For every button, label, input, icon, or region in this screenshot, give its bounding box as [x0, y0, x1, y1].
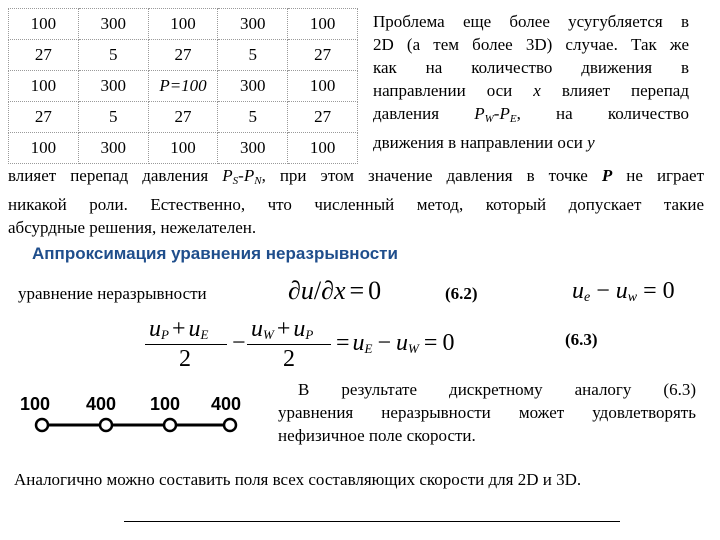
- math-symbol: 0: [662, 278, 675, 304]
- math-symbol: /: [313, 276, 322, 305]
- text-span: не играет: [626, 166, 705, 185]
- math-symbol: u: [251, 316, 263, 342]
- bottom-rule: [124, 521, 620, 522]
- subscript: E: [364, 341, 373, 356]
- text-line: Проблема еще более усугубляется в: [373, 12, 689, 31]
- grid-cell: 5: [78, 40, 148, 71]
- pressure-symbol: P: [243, 166, 255, 185]
- subscript: w: [627, 290, 638, 305]
- grid-cell: 100: [148, 9, 218, 40]
- text-line: абсурдные решения, нежелателен.: [8, 218, 257, 237]
- subscript: E: [509, 113, 517, 125]
- text-line: уравнения неразрывности может удовлетворять: [278, 403, 696, 422]
- intro-paragraph: [373, 10, 689, 154]
- continuity-label: уравнение неразрывности: [18, 284, 207, 303]
- dash: -: [238, 166, 244, 185]
- math-symbol: +: [276, 316, 291, 342]
- text-line: как на количество движения в: [373, 58, 689, 77]
- math-symbol: 0: [442, 330, 455, 356]
- subscript: W: [408, 341, 419, 356]
- math-symbol: =: [643, 278, 657, 304]
- text-span: влияет перепад: [561, 81, 690, 100]
- axis-x: x: [533, 81, 541, 100]
- grid-cell: 300: [78, 71, 148, 102]
- grid-cell: 300: [218, 9, 288, 40]
- grid-cell: 100: [288, 9, 358, 40]
- grid-cell: 5: [218, 40, 288, 71]
- grid-cell: 100: [288, 133, 358, 164]
- chain-node: [100, 419, 112, 431]
- subscript: W: [484, 113, 494, 125]
- grid-cell: 300: [78, 9, 148, 40]
- subscript: P: [305, 327, 314, 342]
- grid-cell: 27: [288, 102, 358, 133]
- math-symbol: u: [149, 316, 161, 342]
- text-line: [373, 79, 689, 102]
- math-symbol: =: [423, 330, 438, 356]
- pressure-symbol: P: [499, 104, 510, 123]
- subscript: P: [161, 327, 169, 342]
- subscript: W: [263, 327, 274, 342]
- grid-cell: 100: [9, 9, 79, 40]
- subscript: S: [232, 175, 239, 187]
- formula-discrete-1d: [572, 278, 675, 306]
- grid-row: [9, 133, 358, 164]
- formula-6-3: [143, 316, 479, 372]
- node-chain: [30, 414, 260, 436]
- grid-row: [9, 71, 358, 102]
- grid-cell: 5: [218, 102, 288, 133]
- math-symbol: −: [596, 278, 610, 304]
- fraction-bar: [145, 344, 227, 345]
- dash: -: [493, 104, 500, 123]
- math-symbol: +: [171, 316, 186, 342]
- chain-value: 100: [20, 394, 51, 414]
- grid-row: [9, 102, 358, 133]
- subscript: e: [584, 290, 591, 305]
- grid-cell: 300: [78, 133, 148, 164]
- axis-y: y: [587, 133, 595, 152]
- grid-cell: 5: [78, 102, 148, 133]
- text-line: [8, 164, 704, 193]
- grid-cell: 300: [218, 71, 288, 102]
- grid-cell: 27: [148, 40, 218, 71]
- grid-cell: 27: [288, 40, 358, 71]
- chain-value-labels: [0, 394, 260, 416]
- grid-cell: 100: [9, 71, 79, 102]
- grid-cell: 27: [148, 102, 218, 133]
- fraction-denominator: 2: [283, 346, 295, 372]
- fraction-numerator: [251, 316, 313, 343]
- grid-cell: 100: [148, 133, 218, 164]
- fraction-numerator: [149, 316, 208, 343]
- grid-cell: 100: [288, 71, 358, 102]
- text-line: В результате дискретному аналогу (6.3): [298, 380, 696, 399]
- text-line: [373, 131, 689, 154]
- math-symbol: =: [336, 330, 350, 356]
- math-symbol: −: [377, 330, 392, 356]
- formula-rhs: [333, 330, 454, 357]
- text-line: [373, 102, 689, 131]
- text-span: движения в направлении оси: [373, 133, 583, 152]
- chain-node: [36, 419, 48, 431]
- grid-cell: 27: [9, 102, 79, 133]
- chain-value: 400: [86, 394, 117, 414]
- grid-row: [9, 9, 358, 40]
- closing-sentence: Аналогично можно составить поля всех составляющих скорости для 2D и 3D.: [14, 470, 582, 489]
- grid-cell: 100: [9, 133, 79, 164]
- fraction-denominator: 2: [179, 346, 191, 372]
- value-grid: [8, 8, 358, 164]
- math-symbol: =: [349, 276, 365, 305]
- subscript: N: [254, 175, 262, 187]
- math-symbol: u: [615, 278, 628, 304]
- result-paragraph: [278, 378, 696, 447]
- pressure-symbol: P: [222, 166, 233, 185]
- math-symbol: ∂: [321, 276, 334, 305]
- text-span: , на количество: [516, 104, 689, 123]
- subscript: E: [200, 327, 209, 342]
- text-line: 2D (а тем более 3D) случае. Так же: [373, 35, 689, 54]
- fraction-bar: [247, 344, 331, 345]
- text-span: давления: [373, 104, 440, 123]
- chain-value: 100: [150, 394, 181, 414]
- point-p: P: [601, 166, 613, 185]
- grid-cell-pressure-point: P=100: [148, 71, 218, 102]
- pressure-symbol: P: [474, 104, 485, 123]
- math-symbol: x: [333, 276, 346, 305]
- chain-node: [164, 419, 176, 431]
- grid-cell: 300: [218, 133, 288, 164]
- grid-row: [9, 40, 358, 71]
- grid-cell: 27: [9, 40, 79, 71]
- math-symbol: u: [188, 316, 201, 342]
- text-span: направлении оси: [373, 81, 513, 100]
- text-span: , при этом значение давления в точке: [261, 166, 588, 185]
- equation-number-6-3: (6.3): [565, 330, 598, 349]
- math-symbol: u: [396, 330, 409, 356]
- math-symbol: u: [352, 330, 365, 356]
- section-heading: Аппроксимация уравнения неразрывности: [32, 244, 398, 263]
- formula-continuity-derivative: [288, 276, 381, 306]
- text-line: никакой роли. Естественно, что численный метод, который допускает такие: [8, 195, 704, 214]
- text-span: влияет перепад давления: [8, 166, 209, 185]
- math-symbol: 0: [368, 276, 382, 305]
- chain-node: [224, 419, 236, 431]
- math-symbol: ∂: [288, 276, 301, 305]
- math-symbol: u: [572, 278, 584, 304]
- explanation-paragraph: [8, 164, 704, 239]
- chain-value: 400: [211, 394, 242, 414]
- math-symbol: −: [232, 330, 246, 356]
- equation-number-6-2: (6.2): [445, 284, 478, 303]
- math-symbol: u: [300, 276, 314, 305]
- text-line: нефизичное поле скорости.: [278, 426, 476, 445]
- math-symbol: u: [293, 316, 306, 342]
